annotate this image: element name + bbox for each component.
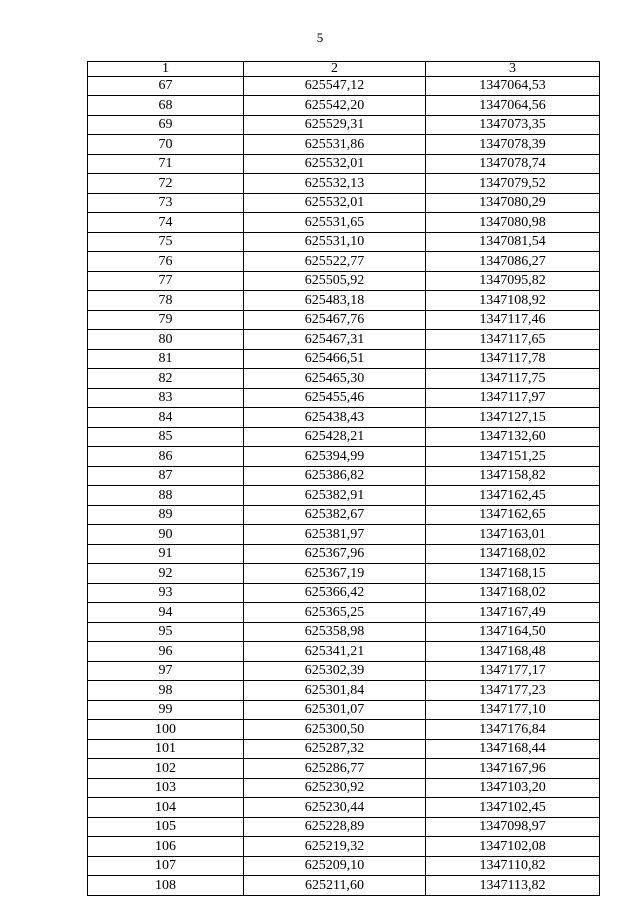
- table-row: [88, 174, 600, 194]
- x-coordinate-cell: 625532,13: [244, 174, 426, 194]
- point-number-cell: 83: [88, 388, 244, 408]
- point-number-cell: 103: [88, 778, 244, 798]
- point-number-cell: 69: [88, 115, 244, 135]
- table-row: [88, 447, 600, 467]
- point-number-cell: 97: [88, 661, 244, 681]
- y-coordinate-cell: 1347168,02: [426, 583, 600, 603]
- x-coordinate-cell: 625467,76: [244, 310, 426, 330]
- point-number-cell: 107: [88, 856, 244, 876]
- point-number-cell: 82: [88, 369, 244, 389]
- column-header-x-coordinate: 2: [244, 62, 426, 77]
- table-row: [88, 739, 600, 759]
- y-coordinate-cell: 1347167,96: [426, 759, 600, 779]
- point-number-cell: 101: [88, 739, 244, 759]
- x-coordinate-cell: 625358,98: [244, 622, 426, 642]
- x-coordinate-cell: 625382,67: [244, 505, 426, 525]
- table-row: [88, 213, 600, 233]
- y-coordinate-cell: 1347158,82: [426, 466, 600, 486]
- y-coordinate-cell: 1347073,35: [426, 115, 600, 135]
- y-coordinate-cell: 1347177,17: [426, 661, 600, 681]
- y-coordinate-cell: 1347117,75: [426, 369, 600, 389]
- x-coordinate-cell: 625428,21: [244, 427, 426, 447]
- table-row: [88, 193, 600, 213]
- x-coordinate-cell: 625466,51: [244, 349, 426, 369]
- point-number-cell: 86: [88, 447, 244, 467]
- x-coordinate-cell: 625542,20: [244, 96, 426, 116]
- y-coordinate-cell: 1347110,82: [426, 856, 600, 876]
- y-coordinate-cell: 1347117,65: [426, 330, 600, 350]
- table-row: [88, 700, 600, 720]
- x-coordinate-cell: 625302,39: [244, 661, 426, 681]
- point-number-cell: 90: [88, 525, 244, 545]
- y-coordinate-cell: 1347102,45: [426, 798, 600, 818]
- x-coordinate-cell: 625219,32: [244, 837, 426, 857]
- x-coordinate-cell: 625394,99: [244, 447, 426, 467]
- point-number-cell: 72: [88, 174, 244, 194]
- page-number: 5: [316, 30, 324, 45]
- table-row: [88, 837, 600, 857]
- table-row: [88, 720, 600, 740]
- table-header: [88, 62, 600, 77]
- point-number-cell: 85: [88, 427, 244, 447]
- x-coordinate-cell: 625465,30: [244, 369, 426, 389]
- y-coordinate-cell: 1347113,82: [426, 876, 600, 896]
- y-coordinate-cell: 1347177,23: [426, 681, 600, 701]
- y-coordinate-cell: 1347103,20: [426, 778, 600, 798]
- y-coordinate-cell: 1347117,46: [426, 310, 600, 330]
- point-number-cell: 99: [88, 700, 244, 720]
- point-number-cell: 80: [88, 330, 244, 350]
- x-coordinate-cell: 625381,97: [244, 525, 426, 545]
- x-coordinate-cell: 625382,91: [244, 486, 426, 506]
- point-number-cell: 81: [88, 349, 244, 369]
- y-coordinate-cell: 1347086,27: [426, 252, 600, 272]
- y-coordinate-cell: 1347162,45: [426, 486, 600, 506]
- table-row: [88, 603, 600, 623]
- y-coordinate-cell: 1347117,78: [426, 349, 600, 369]
- x-coordinate-cell: 625211,60: [244, 876, 426, 896]
- table-row: [88, 154, 600, 174]
- point-number-cell: 88: [88, 486, 244, 506]
- x-coordinate-cell: 625547,12: [244, 76, 426, 96]
- x-coordinate-cell: 625386,82: [244, 466, 426, 486]
- x-coordinate-cell: 625228,89: [244, 817, 426, 837]
- x-coordinate-cell: 625483,18: [244, 291, 426, 311]
- point-number-cell: 67: [88, 76, 244, 96]
- table-row: [88, 115, 600, 135]
- x-coordinate-cell: 625467,31: [244, 330, 426, 350]
- x-coordinate-cell: 625531,10: [244, 232, 426, 252]
- point-number-cell: 98: [88, 681, 244, 701]
- y-coordinate-cell: 1347177,10: [426, 700, 600, 720]
- table-row: [88, 622, 600, 642]
- x-coordinate-cell: 625532,01: [244, 154, 426, 174]
- table-row: [88, 486, 600, 506]
- column-header-y-coordinate: 3: [426, 62, 600, 77]
- x-coordinate-cell: 625522,77: [244, 252, 426, 272]
- x-coordinate-cell: 625367,96: [244, 544, 426, 564]
- y-coordinate-cell: 1347167,49: [426, 603, 600, 623]
- table-row: [88, 291, 600, 311]
- table-row: [88, 564, 600, 584]
- table-row: [88, 817, 600, 837]
- x-coordinate-cell: 625532,01: [244, 193, 426, 213]
- table-row: [88, 349, 600, 369]
- y-coordinate-cell: 1347078,74: [426, 154, 600, 174]
- x-coordinate-cell: 625300,50: [244, 720, 426, 740]
- y-coordinate-cell: 1347095,82: [426, 271, 600, 291]
- table-row: [88, 681, 600, 701]
- point-number-cell: 68: [88, 96, 244, 116]
- table-row: [88, 96, 600, 116]
- point-number-cell: 71: [88, 154, 244, 174]
- y-coordinate-cell: 1347080,29: [426, 193, 600, 213]
- point-number-cell: 92: [88, 564, 244, 584]
- header-row: [88, 62, 600, 77]
- y-coordinate-cell: 1347176,84: [426, 720, 600, 740]
- table-row: [88, 583, 600, 603]
- x-coordinate-cell: 625301,07: [244, 700, 426, 720]
- table-row: [88, 798, 600, 818]
- y-coordinate-cell: 1347098,97: [426, 817, 600, 837]
- point-number-cell: 95: [88, 622, 244, 642]
- point-number-cell: 84: [88, 408, 244, 428]
- y-coordinate-cell: 1347168,44: [426, 739, 600, 759]
- y-coordinate-cell: 1347078,39: [426, 135, 600, 155]
- table-row: [88, 76, 600, 96]
- table-row: [88, 525, 600, 545]
- point-number-cell: 105: [88, 817, 244, 837]
- point-number-cell: 96: [88, 642, 244, 662]
- column-header-point-number: 1: [88, 62, 244, 77]
- point-number-cell: 106: [88, 837, 244, 857]
- y-coordinate-cell: 1347079,52: [426, 174, 600, 194]
- table-row: [88, 778, 600, 798]
- point-number-cell: 100: [88, 720, 244, 740]
- x-coordinate-cell: 625301,84: [244, 681, 426, 701]
- table-row: [88, 505, 600, 525]
- y-coordinate-cell: 1347080,98: [426, 213, 600, 233]
- y-coordinate-cell: 1347164,50: [426, 622, 600, 642]
- x-coordinate-cell: 625531,65: [244, 213, 426, 233]
- y-coordinate-cell: 1347102,08: [426, 837, 600, 857]
- x-coordinate-cell: 625455,46: [244, 388, 426, 408]
- y-coordinate-cell: 1347168,15: [426, 564, 600, 584]
- y-coordinate-cell: 1347081,54: [426, 232, 600, 252]
- coordinates-table: [87, 61, 600, 896]
- x-coordinate-cell: 625209,10: [244, 856, 426, 876]
- point-number-cell: 102: [88, 759, 244, 779]
- table-row: [88, 330, 600, 350]
- table-row: [88, 427, 600, 447]
- x-coordinate-cell: 625230,44: [244, 798, 426, 818]
- x-coordinate-cell: 625365,25: [244, 603, 426, 623]
- y-coordinate-cell: 1347117,97: [426, 388, 600, 408]
- table-row: [88, 466, 600, 486]
- y-coordinate-cell: 1347132,60: [426, 427, 600, 447]
- table-row: [88, 856, 600, 876]
- point-number-cell: 70: [88, 135, 244, 155]
- y-coordinate-cell: 1347163,01: [426, 525, 600, 545]
- table-row: [88, 135, 600, 155]
- table-row: [88, 661, 600, 681]
- x-coordinate-cell: 625367,19: [244, 564, 426, 584]
- y-coordinate-cell: 1347108,92: [426, 291, 600, 311]
- x-coordinate-cell: 625438,43: [244, 408, 426, 428]
- table-row: [88, 252, 600, 272]
- table-row: [88, 369, 600, 389]
- table-row: [88, 759, 600, 779]
- x-coordinate-cell: 625531,86: [244, 135, 426, 155]
- point-number-cell: 78: [88, 291, 244, 311]
- table-row: [88, 310, 600, 330]
- table-row: [88, 642, 600, 662]
- table-row: [88, 232, 600, 252]
- point-number-cell: 89: [88, 505, 244, 525]
- point-number-cell: 75: [88, 232, 244, 252]
- table-row: [88, 544, 600, 564]
- table-row: [88, 408, 600, 428]
- point-number-cell: 94: [88, 603, 244, 623]
- y-coordinate-cell: 1347168,48: [426, 642, 600, 662]
- y-coordinate-cell: 1347151,25: [426, 447, 600, 467]
- table-row: [88, 876, 600, 896]
- y-coordinate-cell: 1347064,53: [426, 76, 600, 96]
- point-number-cell: 77: [88, 271, 244, 291]
- point-number-cell: 93: [88, 583, 244, 603]
- y-coordinate-cell: 1347162,65: [426, 505, 600, 525]
- point-number-cell: 76: [88, 252, 244, 272]
- point-number-cell: 73: [88, 193, 244, 213]
- x-coordinate-cell: 625366,42: [244, 583, 426, 603]
- x-coordinate-cell: 625505,92: [244, 271, 426, 291]
- table-row: [88, 271, 600, 291]
- x-coordinate-cell: 625287,32: [244, 739, 426, 759]
- point-number-cell: 104: [88, 798, 244, 818]
- y-coordinate-cell: 1347168,02: [426, 544, 600, 564]
- x-coordinate-cell: 625230,92: [244, 778, 426, 798]
- x-coordinate-cell: 625341,21: [244, 642, 426, 662]
- point-number-cell: 87: [88, 466, 244, 486]
- y-coordinate-cell: 1347064,56: [426, 96, 600, 116]
- table-body: [88, 76, 600, 895]
- y-coordinate-cell: 1347127,15: [426, 408, 600, 428]
- x-coordinate-cell: 625286,77: [244, 759, 426, 779]
- point-number-cell: 79: [88, 310, 244, 330]
- x-coordinate-cell: 625529,31: [244, 115, 426, 135]
- point-number-cell: 91: [88, 544, 244, 564]
- point-number-cell: 74: [88, 213, 244, 233]
- point-number-cell: 108: [88, 876, 244, 896]
- table-row: [88, 388, 600, 408]
